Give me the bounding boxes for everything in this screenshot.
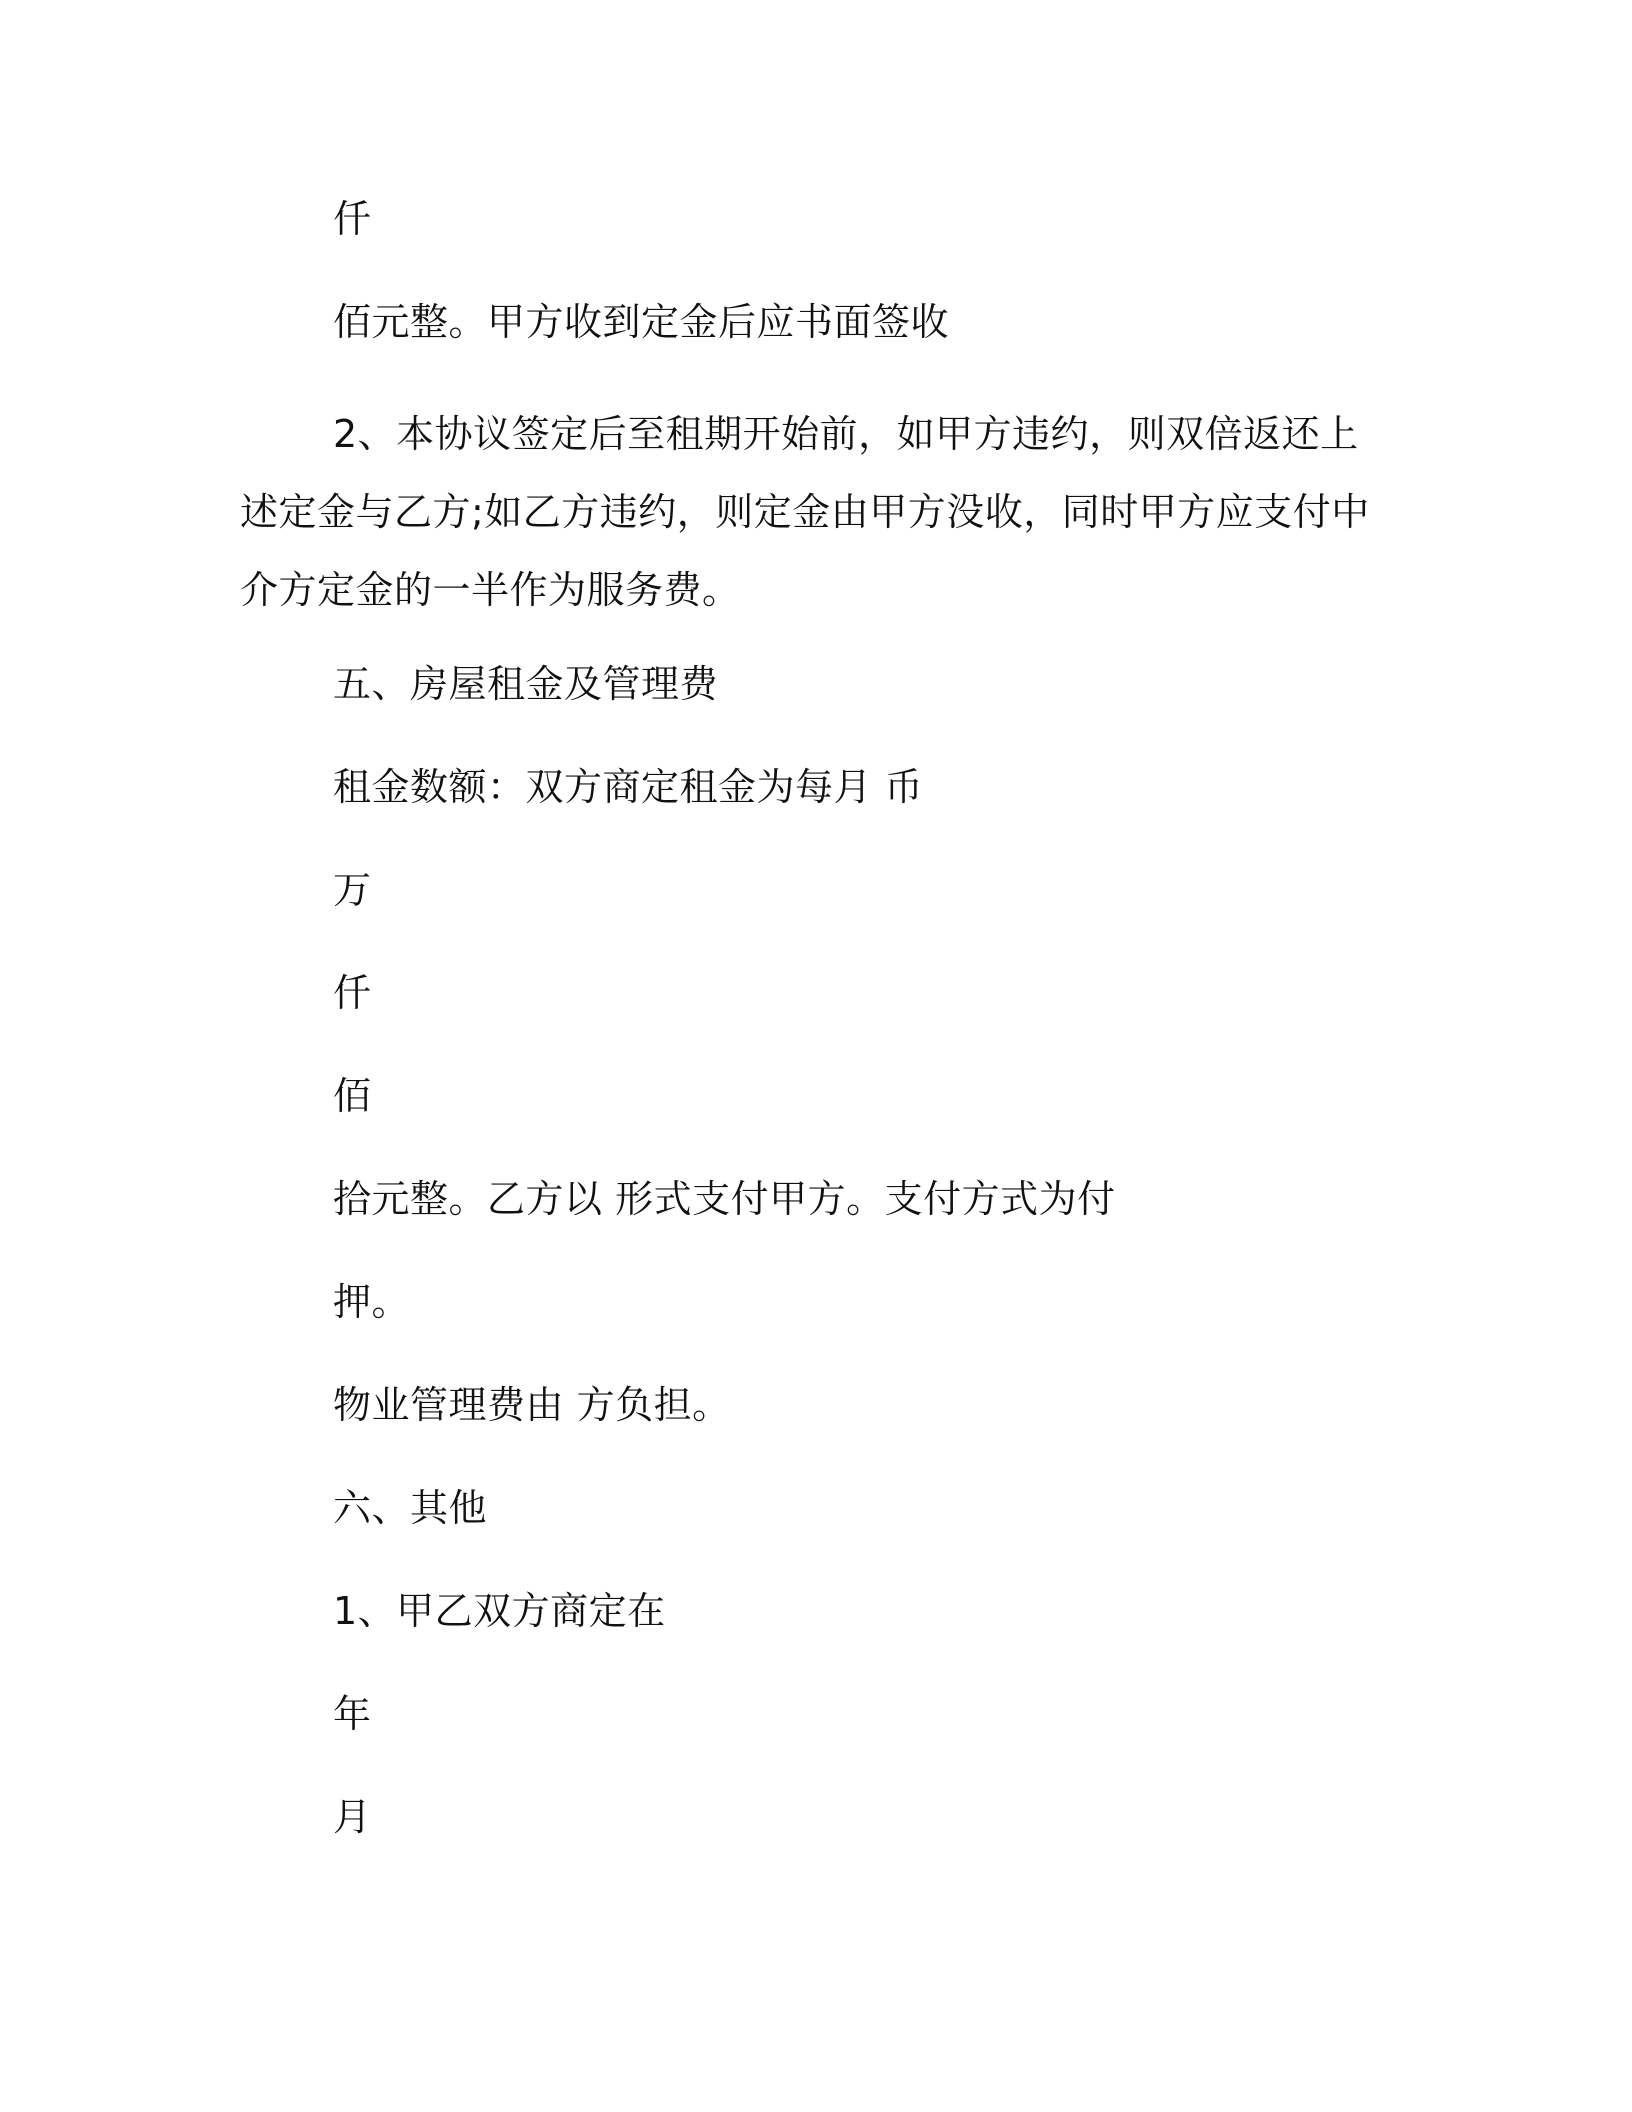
clause-paragraph: 2、本协议签定后至租期开始前，如甲方违约，则双倍返还上述定金与乙方;如乙方违约，则定金由甲方没收，同时甲方应支付中介方定金的一半作为服务费。 (240, 412, 1370, 612)
text-line: 物业管理费由 方负担。 (333, 1383, 731, 1427)
text-line: 月 (333, 1795, 372, 1839)
text-line: 佰元整。甲方收到定金后应书面签收 (333, 300, 950, 344)
section-heading: 六、其他 (333, 1486, 488, 1530)
text-line: 佰 (333, 1074, 372, 1118)
text-line: 仟 (333, 197, 372, 241)
text-line: 租金数额：双方商定租金为每月 币 (333, 765, 924, 809)
text-line: 万 (333, 868, 372, 912)
text-line: 年 (333, 1692, 372, 1736)
section-heading: 五、房屋租金及管理费 (333, 662, 719, 706)
text-line: 仟 (333, 971, 372, 1015)
text-line: 1、甲乙双方商定在 (333, 1589, 666, 1633)
text-line: 押。 (333, 1280, 411, 1324)
text-line: 拾元整。乙方以 形式支付甲方。支付方式为付 (333, 1177, 1116, 1221)
